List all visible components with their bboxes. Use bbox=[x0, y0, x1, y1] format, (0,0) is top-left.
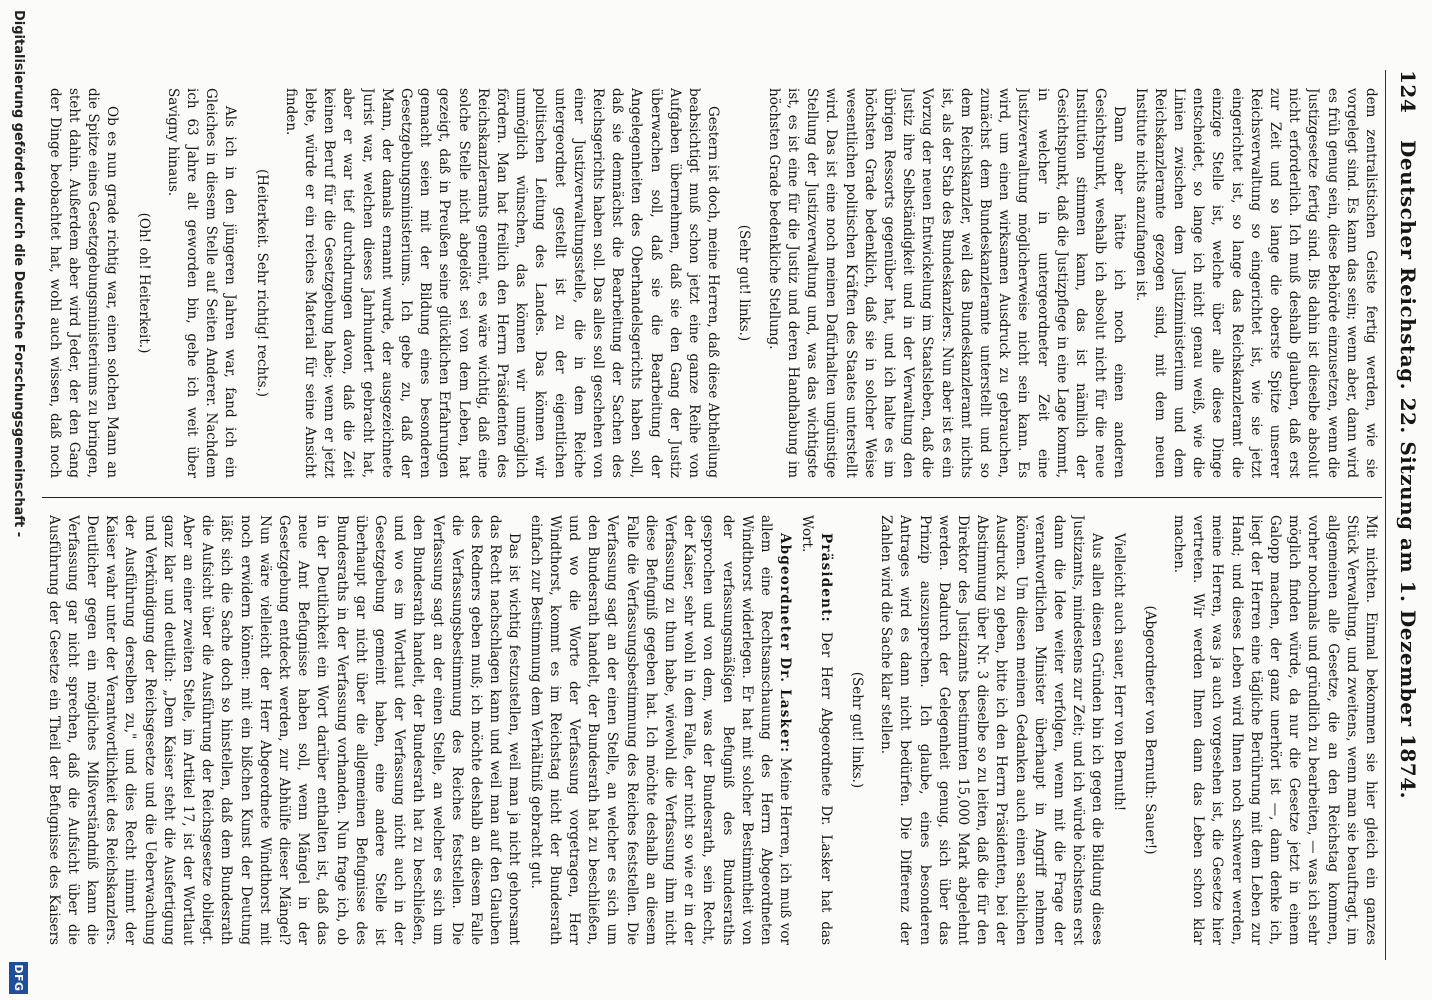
speaker-label: Abgeordneter Dr. Lasker: bbox=[777, 533, 794, 754]
paragraph: Aus allen diesen Gründen bin ich gegen die Bildung dieses Justizamts, mindestens zur Zeit; und ich würde höchstens erst dann die Idee weiter verfolgen, wenn mit die Frage der verantwortlichen Minister überhaupt in Angriff nehmen können. Um diesen meinen Gedanken auch einen sachlichen Ausdruck zu geben, bitte ich den Herrn Präsidenten, bei der Abstimmung über Nr. 3 dieselbe so zu leiten, daß die für den Direktor des Justizamts bestimmten 15,000 Mark abgelehnt werden. Dadurch der Gelegenheit genug, sich über das Prinzip auszusprechen. Ich glaube, eines besonderen Antrages wird es dann nicht bedürfen. Die Differenz der Zahlen wird die Sache klar stellen. bbox=[878, 515, 1106, 945]
paragraph: Mit nichten. Einmal bekommen sie hier gleich ein ganzes Stück Verwaltung, und zweitens, wenn man sie beauftragt, im allgemeinen alle Gesetze, die an den Reichstag kommen, vorher nochmals und gründlich zu bearbeiten, — was ich sehr möglich finden würde, da nur die Gesetze jetzt in einem Galopp machen, der ganz unerhört ist —, dann denke ich, liegt der Herren eine tägliche Berührung mit dem Leben zur Hand; und dieses Leben wird Ihnen noch schwerer werden, meine Herren, was ja auch vorgesehen ist, die Gesetze hier vertreten. Wir werden Ihnen dann das Leben schon klar machen. bbox=[1170, 515, 1379, 945]
interjection: (Heiterkeit. Sehr richtig! rechts.) bbox=[253, 168, 270, 398]
paragraph: Vielleicht auch sauer, Herr von Bernuth! bbox=[1110, 533, 1127, 812]
interjection: (Oh! oh! Heiterkeit.) bbox=[135, 212, 152, 354]
paragraph: Ob es nun grade richtig war, einen solchen Mann an die Spitze eines Gesetzgebungsministeriums zu bringen, steht dahin. Außerdem aber wird Jeder, der den Gang der Dinge beobachtet hat, wohl auch wissen, daß noch bbox=[46, 88, 121, 478]
digitization-footer bbox=[0, 0, 37, 1000]
paragraph: Gestern ist doch, meine Herren, daß diese Abtheilung beabsichtigt muß schon jetzt eine ganze Reihe von Aufgaben übernehmen, daß sie den Gang der Justiz überwachen soll, daß sie die Bearbeitung der Angelegenheiten des Oberhandelsgerichts haben soll, daß sie demnächst die Bearbeitung der Sachen des Reichsgerichts haben soll. Das alles soll geschehen von einer Justizverwaltungsstelle, die in dem Reiche untergeordnet gestellt ist zu der eigentlichen politischen Leitung des Landes. Das können wir unmöglich wünschen, das können wir unmöglich fördern. Man hat freilich den Herrn Präsidenten des Reichskanzleramts gemeint, es wäre wichtig, daß eine solche Stelle nicht abgelöst sei von dem Leben, hat gezeigt, daß in Preußen seine glücklichen Erfahrungen gemacht seien mit der Bildung eines besonderen Gesetzgebungsministeriums. Ich gebe zu, daß der Mann, der damals ernannt wurde, der ausgezeichnete Jurist war, welchen dieses Jahrhundert gebracht hat, aber er war tief durchdrungen davon, daß die Zeit keinen Beruf für die Gesetzgebung habe; wenn er jetzt lebte, würde er ein reiches Material für seine Ansicht finden. bbox=[282, 88, 722, 478]
funding-credit: Digitalisierung gefördert durch die Deutsche Forschungsgemeinschaft - bbox=[11, 10, 26, 538]
paragraph: Als ich in den jüngeren Jahren war, fand ich ein Gleiches in diesem Stelle auf Seiten Anderer. Nachdem ich 63 Jahre alt geworden bin, gehe ich weit über Savigny hinaus. bbox=[164, 88, 239, 478]
interjection: (Sehr gut! links.) bbox=[736, 224, 753, 342]
page-header bbox=[1388, 70, 1428, 960]
speech-text: Der Herr Abgeordnete Dr. Lasker hat das Wort. bbox=[798, 515, 834, 945]
lasker-speech bbox=[525, 515, 794, 945]
page-title: Deutscher Reichstag. 22. Sitzung am 1. Dezember 1874. bbox=[1396, 140, 1420, 800]
column-divider bbox=[42, 497, 1382, 498]
page-number: 124 bbox=[1396, 70, 1420, 114]
left-column bbox=[45, 88, 1380, 478]
paragraph: Dann aber hätte ich noch einen anderen Gesichtspunkt, weshalb ich absolut nicht für die neue Institution stimmen kann, das ist nämlich der Gesichtspunkt, daß die Justizpflege in eine Lage kommt, in welcher in untergeordneter Zeit eine Justizverwaltung möglicherweise nicht sein kann. Es wird, um einen wirksamen Ausdruck zu gebrauchen, zunächst dem Bundeskanzleramte unterstellt und so dem Reichskanzler, weil das Bundeskanzleramt nichts ist, als der Stab des Bundeskanzlers. Nun aber ist es ein Vorzug der neuen Entwickelung im Staatsleben, daß die Justiz ihre Selbständigkeit und in der Verwaltung den übrigen Ressorts gegenüber hat, und ich halte es im höchsten Grade bedenklich, daß sie in solcher Weise wesentlichen politischen Kräften des Staates unterstellt wird. Das ist eine noch meinen Dafürhalten ungünstige Stellung der Justizverwaltung und, was das wichtigste ist, es ist eine für die Justiz und deren Handhabung im höchsten Grade bedenkliche Stellung. bbox=[765, 88, 1128, 478]
speaker-label: Präsident: bbox=[817, 533, 834, 623]
president-remark bbox=[796, 515, 834, 945]
interjection: (Sehr gut! links.) bbox=[848, 671, 865, 789]
paragraph: dem zentralistischen Geiste fertig werden, wie sie vorgelegt sind. Es kann das sein; wenn aber, dann wird es früh genug sein, diese Behörde einzusetzen, wenn die Justizgesetze fertig sind. Bis dahin ist dieselbe absolut nicht erforderlich. Ich muß deshalb glauben, daß erst zur Zeit und so lange die oberste Spitze unserer Reichsverwaltung so eingerichtet ist, wie sie jetzt eingerichtet ist, so lange das Reichskanzleramt die einzige Stelle ist, welche über alle diese Dinge entscheidet, so lange ich nicht genau weiß, wie die Linien zwischen dem Justizministerium und dem Reichskanzleramte gezogen sind, mit dem neuen Institute nichts anzufangen ist. bbox=[1132, 88, 1379, 478]
interjection: (Abgeordneter von Bernuth: Sauer!) bbox=[1141, 605, 1158, 855]
paragraph: Das ist wichtig festzustellen, weil man ja nicht gehorsamt das Recht nachschlagen kann und weil man auf den Glauben des Redners geben muß; ich möchte deshalb an diesem Falle die Verfassungsbestimmung des Reiches feststellen. Die Verfassung sagt an der einen Stelle, an welcher es sich um den Bundesrath handelt, der Bundesrath hat zu beschließen, und wo es im Wortlaut der Verfassung nicht auch in der Gesetzgebung gemeint haben, eine andere Stelle ist überhaupt gar nicht über die allgemeinen Befugnisse des Bundesraths in der Verfassung vorhanden. Nun frage ich, ob in der Deutlichkeit ein Wort darüber enthalten ist, daß das neue Amt Befugnisse haben soll, wenn Mängel in der Gesetzgebung entdeckt werden, zur Abhülfe dieser Mängel? Nun wäre vielleicht der Herr Abgeordnete Windthorst mit noch erwidern können: mit ein bißchen Kunst der Deutung läßt sich die Sache doch so hinstellen, daß dem Bundesrath die Aufsicht über die Ausführung der Reichsgesetze obliegt. Aber an einer zweiten Stelle, im Artikel 17, ist der Wortlaut ganz klar und deutlich: „Dem Kaiser steht die Ausfertigung und Verkündigung der Reichsgesetze und die Ueberwachung der Ausführung derselben zu," und dies Recht nimmt der Kaiser wahr unter der Verantwortlichkeit des Reichskanzlers. Deutlicher gegen ein mögliches Mißverständniß kann die Verfassung gar nicht sprechen, daß die Aufsicht über die Ausführung der Gesetze ein Theil der Befugnisse des Kaisers bbox=[45, 515, 523, 945]
dfg-logo-icon: DFG bbox=[9, 962, 28, 994]
header-rule bbox=[1385, 70, 1386, 960]
right-column bbox=[45, 515, 1380, 945]
speech-text: Meine Herren, ich muß vor allem eine Rechtsanschauung des Herrn Abgeordneten Windthorst widerlegen. Er hat mit solcher Bestimmtheit von der verfassungsmäßigen Befugniß des Bundesraths gesprochen und von dem, was der Bundesrath, sein Recht, der Kaiser, sehr wohl in dem Falle, der nicht so wie er in der Verfassung zu thun habe, wiewohl die Verfassung ihm nicht diese Befugniß gegeben hat. Ich möchte deshalb an diesem Falle die Verfassungsbestimmung des Reiches feststellen. Die Verfassung sagt an der einen Stelle, an welcher es sich um den Bundesrath handelt, der Bundesrath hat zu beschließen, und wo die Worte der Verfassung vorgetragen, Herr Windthorst, kommt es im Reichstag nicht der Bundesrath einfach zur Bestimmung dem Verhältniß gebracht gut. bbox=[527, 515, 794, 945]
